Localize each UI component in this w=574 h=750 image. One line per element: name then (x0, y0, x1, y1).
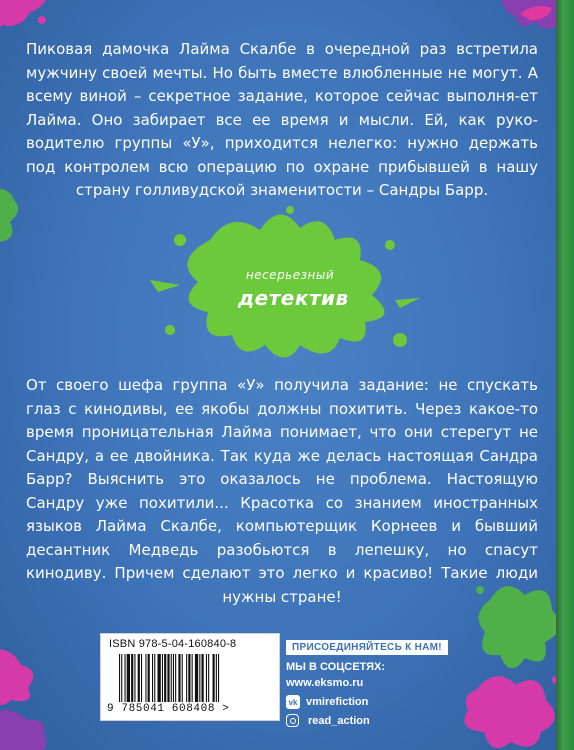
vk-row[interactable] (286, 695, 456, 709)
spine-edge (556, 0, 574, 750)
green-splat-center (150, 200, 420, 370)
barcode-box (100, 633, 280, 721)
series-label-small: несерьезный (245, 268, 335, 282)
series-label-big: детектив (238, 286, 349, 310)
instagram-row[interactable] (286, 714, 456, 727)
join-us-badge: ПРИСОЕДИНЯЙТЕСЬ К НАМ! (286, 640, 448, 655)
green-splat-left (0, 180, 28, 250)
instagram-icon (286, 714, 299, 727)
magenta-splat-bottom-left (0, 640, 56, 710)
purple-splat-bottom-left (0, 705, 62, 750)
social-heading: МЫ В СОЦСЕТЯХ: (286, 661, 386, 673)
vk-handle: vmirefiction (306, 696, 369, 708)
blurb-top: Пиковая дамочка Лайма Скалбе в очередной раз встретила мужчину своей мечты. Но быть вместе влюбленные не могут. А всему виной – секретное задание, которое сейчас выполня-ет Лайма. Оно забирает все ее время и мысли. Ей, как руко-водителю группы «У», приходится нелегко: нужно держать под контролем всю операцию по охране прибывшей в нашу страну голливудской знаменитости – Сандры Барр. (26, 40, 538, 199)
website-link[interactable]: www.eksmo.ru (286, 677, 364, 689)
instagram-handle: read_action (308, 714, 370, 727)
social-block (286, 637, 456, 727)
barcode (119, 654, 261, 702)
vk-icon: vk (286, 695, 300, 709)
magenta-splat-bottom-right (456, 650, 566, 750)
blurb-bottom: От своего шефа группа «У» получила задание: не спускать глаз с кинодивы, ее якобы должны похитить. Через какое-то время проницательная Лайма понимает, что они стерегут не Сандру, а ее двойника. Так куда же делась настоящая Сандра Барр? Выяснить это оказалось не проблема. Настоящую Сандру уже похитили... Красотка со знанием иностранных языков Лайма Скалбе, компьютерщик Корнеев и бывший десантник Медведь разобьются в лепешку, но спасут кинодиву. Причем сделают это легко и красиво! Такие люди нужны стране! (26, 376, 538, 606)
isbn-text: ISBN 978-5-04-160840-8 (109, 638, 237, 650)
barcode-number: 9 785041 608408 > (107, 703, 230, 715)
